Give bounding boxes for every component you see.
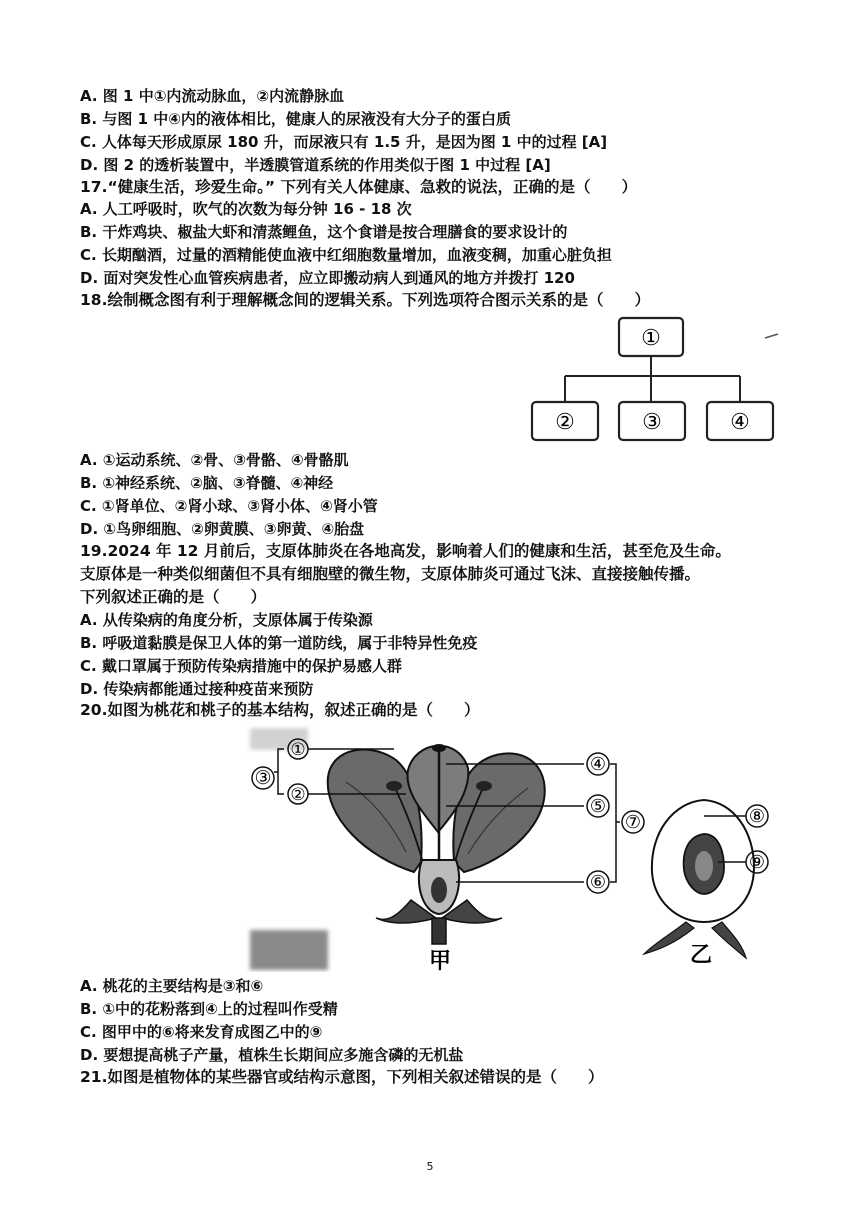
q20-option-b: B. ①中的花粉落到④上的过程叫作受精 xyxy=(80,1000,338,1018)
q17-option-d: D. 面对突发性心血管疾病患者，应立即搬动病人到通风的地方并拨打 120 xyxy=(80,269,575,287)
concept-label-3: ③ xyxy=(642,410,662,435)
q19-option-c: C. 戴口罩属于预防传染病措施中的保护易感人群 xyxy=(80,657,402,675)
flower-label-4: ④ xyxy=(589,754,607,775)
fruit-label-9: ⑨ xyxy=(748,852,766,873)
page-number: 5 xyxy=(426,1160,434,1173)
q16-option-d: D. 图 2 的透析装置中，半透膜管道系统的作用类似于图 1 中过程 [A] xyxy=(80,156,551,174)
flower-label-5: ⑤ xyxy=(589,796,607,817)
q16-option-a: A. 图 1 中①内流动脉血，②内流静脉血 xyxy=(80,87,345,105)
q20-stem: 20.如图为桃花和桃子的基本结构，叙述正确的是（ ） xyxy=(80,701,480,719)
concept-label-4: ④ xyxy=(730,410,750,435)
q19-stem-line-3: 下列叙述正确的是（ ） xyxy=(80,588,267,606)
figure-caption-jia: 甲 xyxy=(428,948,452,972)
q19-stem-line-2: 支原体是一种类似细菌但不具有细胞壁的微生物，支原体肺炎可通过飞沫、直接接触传播。 xyxy=(80,565,701,583)
q18-option-c: C. ①肾单位、②肾小球、③肾小体、④肾小管 xyxy=(80,497,378,515)
peach-fruit-drawing xyxy=(644,800,754,958)
q17-option-b: B. 干炸鸡块、椒盐大虾和清蒸鲤鱼，这个食谱是按合理膳食的要求设计的 xyxy=(80,223,568,241)
peach-flower-fruit-figure xyxy=(246,722,776,972)
q18-stem: 18.绘制概念图有利于理解概念间的逻辑关系。下列选项符合图示关系的是（ ） xyxy=(80,291,650,309)
q17-option-a: A. 人工呼吸时，吹气的次数为每分钟 16 - 18 次 xyxy=(80,200,412,218)
flower-label-1: ① xyxy=(290,740,306,760)
fruit-label-8: ⑧ xyxy=(748,806,766,827)
q17-option-c: C. 长期酗酒，过量的酒精能使血液中红细胞数量增加，血液变稠，加重心脏负担 xyxy=(80,246,612,264)
q17-stem: 17.“健康生活，珍爱生命。” 下列有关人体健康、急救的说法，正确的是（ ） xyxy=(80,178,637,196)
q20-option-a: A. 桃花的主要结构是③和⑥ xyxy=(80,977,264,995)
q21-stem: 21.如图是植物体的某些器官或结构示意图，下列相关叙述错误的是（ ） xyxy=(80,1068,604,1086)
q18-option-a: A. ①运动系统、②骨、③骨骼、④骨骼肌 xyxy=(80,451,349,469)
q20-option-d: D. 要想提高桃子产量，植株生长期间应多施含磷的无机盐 xyxy=(80,1046,464,1064)
flower-label-3: ③ xyxy=(254,767,272,789)
flower-label-7: ⑦ xyxy=(624,812,642,833)
blurred-patch-bottom xyxy=(250,930,328,970)
flower-label-2: ② xyxy=(290,785,306,805)
concept-label-2: ② xyxy=(555,410,575,435)
q16-option-b: B. 与图 1 中④内的液体相比，健康人的尿液没有大分子的蛋白质 xyxy=(80,110,511,128)
q19-option-a: A. 从传染病的角度分析，支原体属于传染源 xyxy=(80,611,373,629)
q19-option-d: D. 传染病都能通过接种疫苗来预防 xyxy=(80,680,314,698)
concept-label-1: ① xyxy=(641,326,661,351)
peach-flower-drawing xyxy=(328,744,545,944)
figure-caption-yi: 乙 xyxy=(689,942,713,968)
flower-label-6: ⑥ xyxy=(589,872,607,893)
q16-option-c: C. 人体每天形成原尿 180 升，而尿液只有 1.5 升，是因为图 1 中的过程 [A] xyxy=(80,133,608,151)
q20-option-c: C. 图甲中的⑥将来发育成图乙中的⑨ xyxy=(80,1023,323,1041)
concept-map-diagram xyxy=(520,312,782,446)
q19-option-b: B. 呼吸道黏膜是保卫人体的第一道防线，属于非特异性免疫 xyxy=(80,634,478,652)
q18-option-d: D. ①鸟卵细胞、②卵黄膜、③卵黄、④胎盘 xyxy=(80,520,365,538)
q19-stem-line-1: 19.2024 年 12 月前后，支原体肺炎在各地高发，影响着人们的健康和生活，甚至危及生命。 xyxy=(80,542,731,560)
q18-option-b: B. ①神经系统、②脑、③脊髓、④神经 xyxy=(80,474,334,492)
